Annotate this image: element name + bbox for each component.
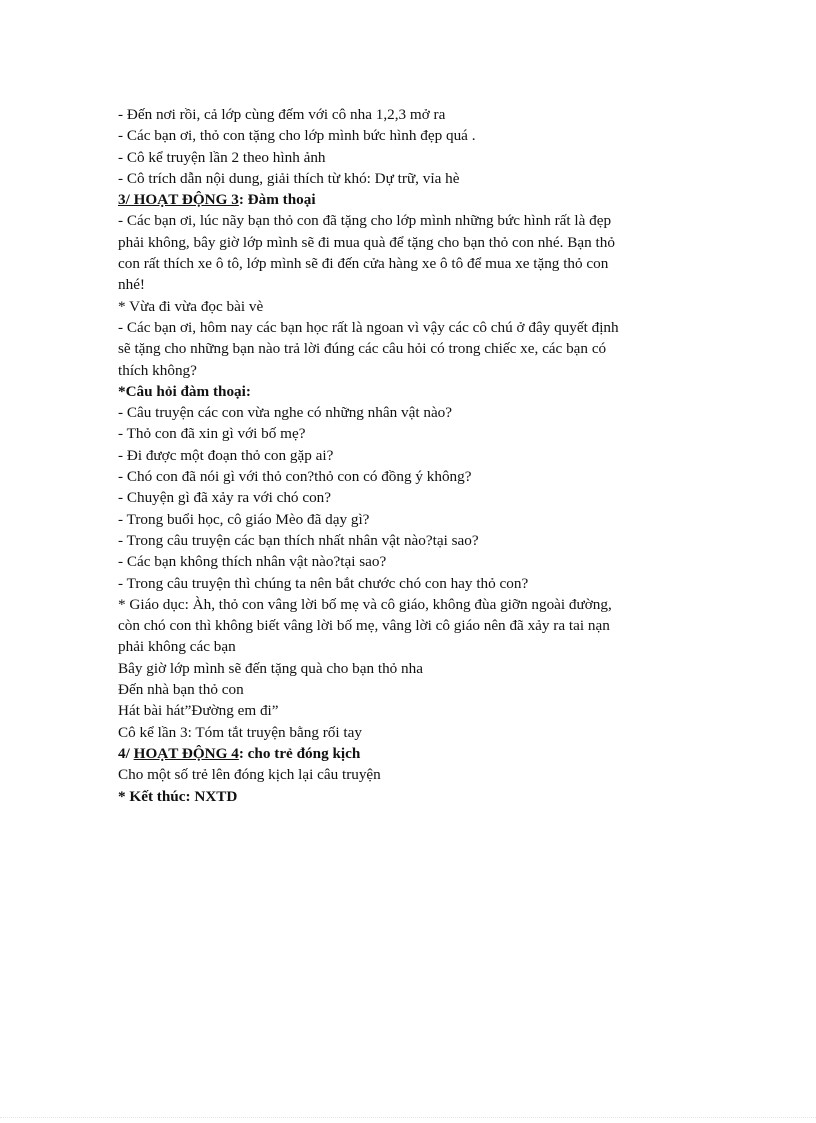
text-line: Bây giờ lớp mình sẽ đến tặng quà cho bạn thỏ nha xyxy=(118,659,423,677)
question-line: - Câu truyện các con vừa nghe có những nhân vật nào? xyxy=(118,404,453,422)
question-line: - Chuyện gì đã xảy ra với chó con? xyxy=(118,489,331,507)
paragraph-line: thích không? xyxy=(118,361,197,379)
question-line: - Đi được một đoạn thỏ con gặp ai? xyxy=(118,446,334,464)
section-4-prefix: 4/ xyxy=(118,744,134,762)
paragraph-line: con rất thích xe ô tô, lớp mình sẽ đi đến cửa hàng xe ô tô để mua xe tặng thỏ con xyxy=(118,255,609,273)
text-line: * Vừa đi vừa đọc bài vè xyxy=(118,297,264,315)
questions-heading: *Câu hỏi đàm thoại: xyxy=(118,382,251,400)
text-line: - Các bạn ơi, thỏ con tặng cho lớp mình bức hình đẹp quá . xyxy=(118,127,476,145)
text-line: - Đến nơi rồi, cả lớp cùng đếm với cô nha 1,2,3 mở ra xyxy=(118,106,446,123)
paragraph-line: - Các bạn ơi, hôm nay các bạn học rất là ngoan vì vậy các cô chú ở đây quyết định xyxy=(118,318,619,336)
paragraph-line: nhé! xyxy=(118,276,145,294)
section-3-number: 3/ HOẠT ĐỘNG 3 xyxy=(118,191,239,209)
text-line: Cô kể lần 3: Tóm tắt truyện bằng rối tay xyxy=(118,723,362,741)
question-line: - Chó con đã nói gì với thỏ con?thỏ con có đồng ý không? xyxy=(118,468,472,486)
section-3-separator: : xyxy=(238,191,244,209)
ending-heading: * Kết thúc: NXTD xyxy=(118,787,238,805)
document-body xyxy=(118,104,718,807)
page-bottom-divider xyxy=(0,1117,816,1118)
question-line: - Trong câu truyện thì chúng ta nên bắt chước chó con hay thỏ con? xyxy=(118,574,529,592)
section-3-title: Đàm thoại xyxy=(243,191,316,209)
paragraph-line: phải không các bạn xyxy=(118,638,236,656)
question-line: - Thỏ con đã xin gì với bố mẹ? xyxy=(118,425,306,443)
question-line: - Trong câu truyện các bạn thích nhất nhân vật nào?tại sao? xyxy=(118,531,479,549)
paragraph-line: - Các bạn ơi, lúc nãy bạn thỏ con đã tặng cho lớp mình những bức hình rất là đẹp xyxy=(118,212,612,230)
text-line: Hát bài hát”Đường em đi” xyxy=(118,702,279,720)
text-line: - Cô kể truyện lần 2 theo hình ảnh xyxy=(118,148,326,166)
question-line: - Trong buổi học, cô giáo Mèo đã dạy gì? xyxy=(118,510,370,528)
section-4-title: : cho trẻ đóng kịch xyxy=(238,744,361,762)
question-line: - Các bạn không thích nhân vật nào?tại sao? xyxy=(118,553,387,571)
section-heading-4 xyxy=(118,743,718,764)
section-heading-3 xyxy=(118,189,718,210)
paragraph-line: * Giáo dục: Àh, thỏ con vâng lời bố mẹ và cô giáo, không đùa giỡn ngoài đường, xyxy=(118,595,612,613)
paragraph-line: còn chó con thì không biết vâng lời bố mẹ, vâng lời cô giáo nên đã xảy ra tai nạn xyxy=(118,617,610,635)
text-line: Đến nhà bạn thỏ con xyxy=(118,681,244,699)
paragraph-line: phải không, bây giờ lớp mình sẽ đi mua quà để tặng cho bạn thỏ con nhé. Bạn thỏ xyxy=(118,233,615,251)
text-line: - Cô trích dẫn nội dung, giải thích từ khó: Dự trữ, vỉa hè xyxy=(118,169,460,187)
section-4-number: HOẠT ĐỘNG 4 xyxy=(133,744,239,762)
text-line: Cho một số trẻ lên đóng kịch lại câu truyện xyxy=(118,766,381,784)
paragraph-line: sẽ tặng cho những bạn nào trả lời đúng các câu hỏi có trong chiếc xe, các bạn có xyxy=(118,340,607,358)
